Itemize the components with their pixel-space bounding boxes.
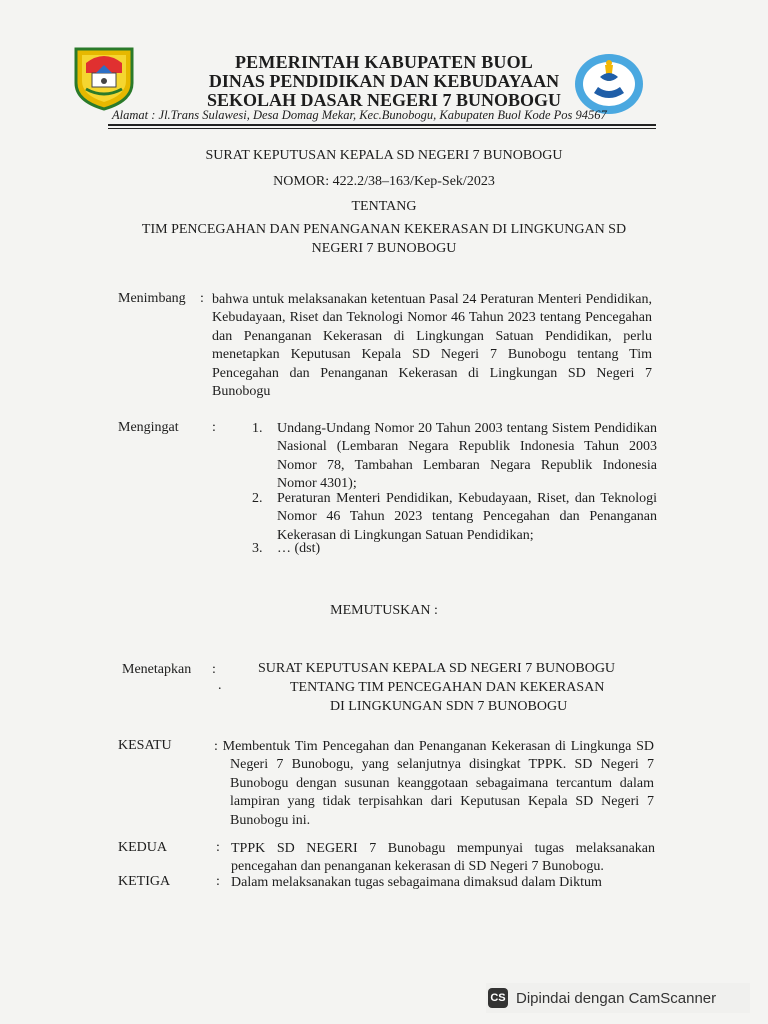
kedua-label: KEDUA	[118, 840, 167, 855]
kedua-colon: :	[216, 840, 220, 855]
menimbang-colon: :	[200, 291, 204, 306]
menetapkan-line2: TENTANG TIM PENCEGAHAN DAN KEKERASAN	[290, 680, 605, 695]
decree-subject-line2: NEGERI 7 BUNOBOGU	[311, 241, 457, 256]
mengingat-label: Mengingat	[118, 420, 179, 435]
ketiga-label: KETIGA	[118, 874, 171, 889]
header-rule-thick	[108, 124, 656, 126]
camscanner-icon: CS	[488, 988, 508, 1008]
memutuskan-heading: MEMUTUSKAN :	[330, 603, 438, 618]
decree-tentang: TENTANG	[351, 199, 417, 214]
menimbang-label: Menimbang	[118, 291, 186, 306]
menetapkan-colon: :	[212, 662, 216, 677]
camscanner-text: Dipindai dengan CamScanner	[516, 989, 717, 1007]
kedua-text: TPPK SD NEGERI 7 Bunobagu mempunyai tugas melaksanakan pencegahan dan penanganan kekerasan di SD Negeri 7 Bunobogu.	[231, 841, 655, 875]
decree-number: NOMOR: 422.2/38–163/Kep-Sek/2023	[273, 174, 495, 189]
mengingat-item-text: Undang-Undang Nomor 20 Tahun 2003 tentang Sistem Pendidikan Nasional (Lembaran Negara Republik Indonesia Tahun 2003 Nomor 78, Tambahan Lembaran Negara Republik Indonesia Nomor 4301);	[277, 421, 657, 492]
ketiga-text: Dalam melaksanakan tugas sebagaimana dimaksud dalam Diktum	[231, 875, 602, 890]
mengingat-item-number: 1.	[252, 421, 263, 436]
kesatu-text: : Membentuk Tim Pencegahan dan Penanganan Kekerasan di Lingkunga SD Negeri 7 Bunobogu, yang selanjutnya disingkat TPPK. SD Negeri 7 Bunobogu dengan susunan keanggotaan sebagaimana tercantum dalam lampiran yang tidak terpisahkan dari Keputusan Kepala SD Negeri 7 Bunobogu ini.	[214, 739, 654, 828]
header-school: SEKOLAH DASAR NEGERI 7 BUNOBOGU	[206, 90, 562, 110]
menetapkan-label: Menetapkan	[122, 662, 192, 677]
menetapkan-line1: SURAT KEPUTUSAN KEPALA SD NEGERI 7 BUNOBOGU	[258, 661, 616, 676]
decree-subject-line1: TIM PENCEGAHAN DAN PENANGANAN KEKERASAN DI LINGKUNGAN SD	[141, 222, 627, 237]
ketiga-colon: :	[216, 874, 220, 889]
camscanner-watermark	[486, 983, 750, 1013]
header-rule-thin	[108, 128, 656, 129]
menetapkan-dot: .	[218, 678, 222, 693]
header-agency: DINAS PENDIDIKAN DAN KEBUDAYAAN	[208, 71, 560, 91]
kesatu-label: KESATU	[118, 738, 172, 753]
mengingat-item-text: Peraturan Menteri Pendidikan, Kebudayaan, Riset, dan Teknologi Nomor 46 Tahun 2023 tentang Pencegahan dan Penanganan Kekerasan di Lingkungan Satuan Pendidikan;	[277, 491, 657, 543]
mengingat-item-number: 3.	[252, 541, 263, 556]
menetapkan-line3: DI LINGKUNGAN SDN 7 BUNOBOGU	[330, 699, 568, 714]
mengingat-colon: :	[212, 420, 216, 435]
decree-title: SURAT KEPUTUSAN KEPALA SD NEGERI 7 BUNOBOGU	[205, 148, 563, 163]
menimbang-text: bahwa untuk melaksanakan ketentuan Pasal 24 Peraturan Menteri Pendidikan, Kebudayaan, Riset dan Teknologi Nomor 46 Tahun 2023 tentang Pencegahan dan Penanganan Kekerasan di Lingkungan Satuan Pendidikan, perlu menetapkan Keputusan Kepala SD Negeri 7 Bunobogu tentang Tim Pencegahan dan Penanganan Kekerasan di Lingkungan SD Negeri 7 Bunobogu	[212, 292, 652, 400]
header-government: PEMERINTAH KABUPATEN BUOL	[234, 52, 534, 72]
mengingat-item-text: … (dst)	[277, 541, 321, 556]
mengingat-item-number: 2.	[252, 491, 263, 506]
header-address: Alamat : Jl.Trans Sulawesi, Desa Domag Mekar, Kec.Bunobogu, Kabupaten Buol Kode Pos 94567	[112, 108, 607, 122]
